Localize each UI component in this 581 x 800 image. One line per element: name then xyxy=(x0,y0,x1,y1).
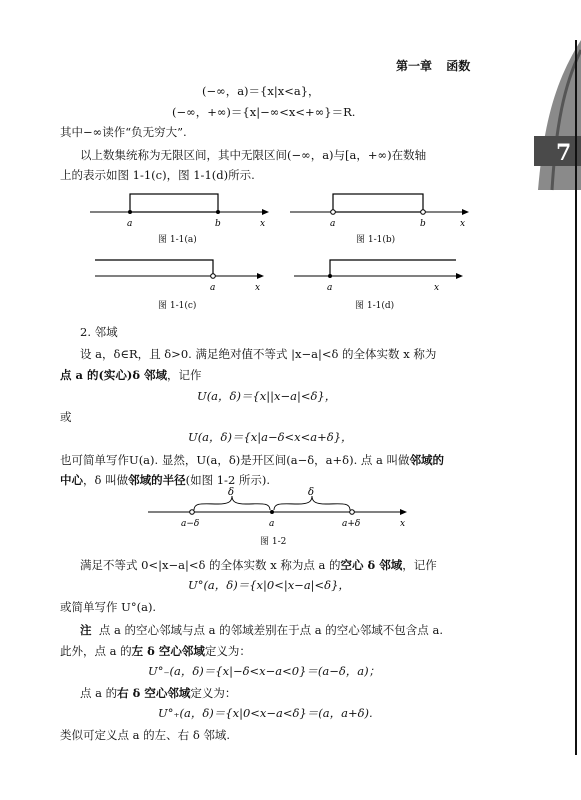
text-line xyxy=(60,370,202,382)
text-span: ，记作 xyxy=(402,558,437,572)
term: 点 a 的(实心)δ 邻域 xyxy=(60,368,168,382)
chapter-header xyxy=(396,60,470,72)
figure-caption: 图 1-1(a) xyxy=(158,235,197,245)
term: 邻域的半径 xyxy=(128,473,186,487)
label-x: x xyxy=(400,519,406,529)
formula: U°(a，δ)＝{x|0<|x−a|<δ}， xyxy=(188,578,350,592)
label-a-minus-delta: a−δ xyxy=(181,519,200,529)
label-a-plus-delta: a+δ xyxy=(342,519,361,529)
label-a: a xyxy=(127,219,133,229)
figure-caption: 图 1-1(d) xyxy=(355,301,395,311)
note-label: 注 xyxy=(80,623,92,637)
label-a: a xyxy=(330,219,336,229)
text-line: 设 a，δ∈R，且 δ>0. 满足绝对值不等式 |x−a|<δ 的全体实数 x 称为 xyxy=(80,347,437,361)
label-x: x xyxy=(260,219,266,229)
term: 右 δ 空心邻域 xyxy=(117,686,191,700)
label-a: a xyxy=(269,519,275,529)
page-number: 7 xyxy=(556,140,572,166)
text-span: 点 a 的 xyxy=(80,686,118,700)
text-line: 类似可定义点 a 的左、右 δ 邻域. xyxy=(60,728,231,742)
formula: U°₋(a，δ)＝{x|−δ<x−a<0}＝(a−δ，a)； xyxy=(148,664,381,678)
page-right-edge xyxy=(575,40,577,755)
page-corner-decoration xyxy=(526,40,581,200)
text-line xyxy=(60,646,251,658)
term: 空心 δ 邻域 xyxy=(340,558,403,572)
text-span: ，记作 xyxy=(167,368,202,382)
figure-1-1a xyxy=(90,186,272,236)
text-line: 或 xyxy=(60,410,72,424)
formula: U°₊(a，δ)＝{x|0<x−a<δ}＝(a，a+δ). xyxy=(158,706,373,720)
figure-1-1b xyxy=(290,186,472,236)
text-line xyxy=(60,455,444,467)
formula-line-2: (−∞，+∞)＝{x|−∞<x<+∞}＝R. xyxy=(172,105,356,119)
text-line xyxy=(60,475,270,487)
section-heading: 2. 邻域 xyxy=(80,325,118,339)
term: 邻域的 xyxy=(409,453,445,467)
text-span: ，δ 叫做 xyxy=(83,473,129,487)
text-span: 定义为： xyxy=(190,686,237,700)
label-a: a xyxy=(210,283,216,293)
text-line: 或简单写作 U°(a). xyxy=(60,600,157,614)
text-line xyxy=(80,688,236,700)
note-text: 点 a 的空心邻域与点 a 的邻域差别在于点 a 的空心邻域不包含点 a. xyxy=(98,623,443,637)
formula-line-1: (−∞，a)＝{x|x<a}， xyxy=(202,84,320,98)
figure-caption: 图 1-2 xyxy=(260,537,287,547)
text-line: 上的表示如图 1-1(c)，图 1-1(d)所示. xyxy=(60,168,255,182)
figure-1-1c xyxy=(95,254,267,294)
text-span: 此外，点 a 的 xyxy=(60,644,132,658)
chapter-title: 函数 xyxy=(446,59,471,73)
label-x: x xyxy=(460,219,466,229)
text-line xyxy=(80,560,437,572)
term: 中心 xyxy=(60,473,83,487)
figure-1-2 xyxy=(148,486,420,532)
text-line: 其中−∞读作“负无穷大”. xyxy=(60,125,187,139)
figure-caption: 图 1-1(b) xyxy=(356,235,396,245)
label-x: x xyxy=(434,283,440,293)
chapter-label: 第一章 xyxy=(396,59,433,73)
text-span: 满足不等式 0<|x−a|<δ 的全体实数 x 称为点 a 的 xyxy=(80,558,341,572)
formula: U(a，δ)＝{x|a−δ<x<a+δ}， xyxy=(188,430,353,444)
formula: U(a，δ)＝{x||x−a|<δ}， xyxy=(197,389,337,403)
figure-1-1d xyxy=(294,254,466,294)
term: 左 δ 空心邻域 xyxy=(131,644,205,658)
text-span: 也可简单写作U(a). 显然，U(a，δ)是开区间(a−δ，a+δ). 点 a 叫做 xyxy=(60,453,410,467)
label-a: a xyxy=(327,283,333,293)
label-x: x xyxy=(255,283,261,293)
text-line: 以上数集统称为无限区间，其中无限区间(−∞，a)与[a，+∞)在数轴 xyxy=(80,148,427,162)
label-b: b xyxy=(215,219,221,229)
figure-caption: 图 1-1(c) xyxy=(158,301,197,311)
label-delta: δ xyxy=(228,487,235,498)
text-span: 定义为： xyxy=(204,644,251,658)
label-b: b xyxy=(420,219,426,229)
label-delta: δ xyxy=(308,487,315,498)
text-span: (如图 1-2 所示). xyxy=(185,473,271,487)
note-line xyxy=(80,625,443,637)
